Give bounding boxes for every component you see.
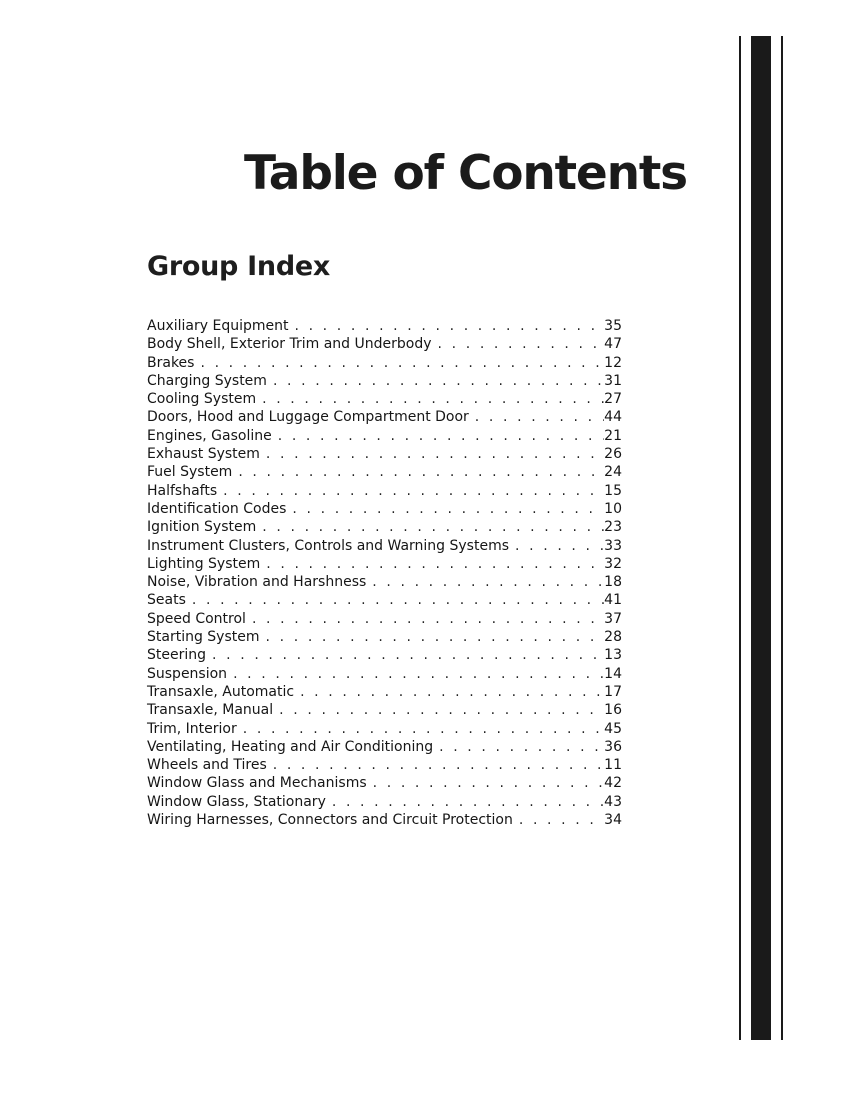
toc-page-number: 31: [604, 372, 622, 389]
toc-page-number: 43: [604, 793, 622, 810]
section-heading: Group Index: [147, 251, 330, 282]
toc-page-number: 28: [604, 629, 622, 646]
toc-page-number: 37: [604, 610, 622, 627]
toc-page-number: 32: [604, 555, 622, 572]
dot-leader: [292, 500, 604, 518]
toc-entry: [147, 482, 622, 500]
toc-entry: [147, 500, 622, 518]
dot-leader: [243, 720, 604, 738]
toc-page-number: 24: [604, 464, 622, 481]
dot-leader: [373, 774, 605, 792]
toc-topic: Trim, Interior: [147, 720, 237, 737]
toc-topic: Seats: [147, 592, 186, 609]
toc-page-number: 44: [604, 409, 622, 426]
toc-topic: Instrument Clusters, Controls and Warning Systems: [147, 537, 510, 554]
dot-leader: [278, 427, 604, 445]
toc-topic: Brakes: [147, 354, 195, 371]
toc-entry: [147, 774, 622, 792]
toc-topic: Identification Codes: [147, 500, 287, 517]
toc-topic: Ventilating, Heating and Air Conditioning: [147, 738, 434, 755]
edge-rule-thin-right: [781, 36, 783, 1040]
toc-page-number: 21: [604, 427, 622, 444]
toc-page-number: 36: [604, 738, 622, 755]
toc-page-number: 34: [604, 812, 622, 829]
toc-entry: [147, 683, 622, 701]
dot-leader: [300, 683, 604, 701]
dot-leader: [252, 610, 604, 628]
dot-leader: [262, 390, 604, 408]
toc-entry: [147, 665, 622, 683]
page-title: Table of Contents: [244, 146, 687, 201]
toc-page-number: 18: [604, 574, 622, 591]
toc-topic: Charging System: [147, 372, 267, 389]
toc-topic: Noise, Vibration and Harshness: [147, 574, 367, 591]
toc-page-number: 33: [604, 537, 622, 554]
edge-rule-thick: [751, 36, 771, 1040]
toc-topic: Suspension: [147, 665, 228, 682]
toc-topic: Transaxle, Automatic: [147, 683, 295, 700]
toc-entry: [147, 518, 622, 536]
toc-topic: Halfshafts: [147, 482, 218, 499]
dot-leader: [372, 573, 604, 591]
toc-entry: [147, 628, 622, 646]
toc-entry: [147, 335, 622, 353]
dot-leader: [266, 555, 604, 573]
toc-page-number: 16: [604, 702, 622, 719]
toc-page-number: 10: [604, 500, 622, 517]
toc-page-number: 35: [604, 318, 622, 334]
dot-leader: [273, 756, 604, 774]
toc-entry: [147, 354, 622, 372]
toc-entry: [147, 738, 622, 756]
dot-leader: [212, 646, 604, 664]
dot-leader: [273, 372, 604, 390]
toc-entry: [147, 390, 622, 408]
toc-entry: [147, 372, 622, 390]
toc-page-number: 42: [604, 775, 622, 792]
toc-entry: [147, 427, 622, 445]
toc-entry: [147, 793, 622, 811]
toc-page-number: 11: [604, 757, 622, 774]
toc-topic: Starting System: [147, 629, 260, 646]
toc-topic: Transaxle, Manual: [147, 702, 274, 719]
dot-leader: [223, 482, 604, 500]
dot-leader: [439, 738, 604, 756]
toc-page-number: 15: [604, 482, 622, 499]
toc-entry: [147, 537, 622, 555]
toc-entry: [147, 610, 622, 628]
dot-leader: [279, 701, 604, 719]
toc-entry: [147, 408, 622, 426]
toc-entry: [147, 811, 622, 829]
toc-entry: [147, 463, 622, 481]
toc-topic: Auxiliary Equipment: [147, 318, 289, 334]
toc-topic: Body Shell, Exterior Trim and Underbody: [147, 336, 432, 353]
dot-leader: [266, 628, 605, 646]
toc-topic: Wiring Harnesses, Connectors and Circuit Protection: [147, 812, 513, 829]
toc-topic: Window Glass, Stationary: [147, 793, 326, 810]
toc-entry: [147, 591, 622, 609]
toc-page-number: 14: [604, 665, 622, 682]
toc-page-number: 45: [604, 720, 622, 737]
toc-entry: [147, 445, 622, 463]
toc-topic: Steering: [147, 647, 207, 664]
toc-topic: Window Glass and Mechanisms: [147, 775, 367, 792]
toc-entry: [147, 555, 622, 573]
toc-topic: Engines, Gasoline: [147, 427, 272, 444]
toc-page-number: 12: [604, 354, 622, 371]
dot-leader: [294, 317, 604, 335]
dot-leader: [475, 408, 604, 426]
dot-leader: [200, 354, 604, 372]
dot-leader: [332, 793, 604, 811]
dot-leader: [192, 591, 604, 609]
toc-page-number: 23: [604, 519, 622, 536]
toc-page-number: 17: [604, 683, 622, 700]
toc-topic: Exhaust System: [147, 446, 260, 463]
toc-topic: Lighting System: [147, 555, 261, 572]
toc-topic: Speed Control: [147, 610, 246, 627]
toc-page-number: 26: [604, 446, 622, 463]
toc-list: [147, 317, 622, 829]
toc-entry: [147, 701, 622, 719]
toc-topic: Doors, Hood and Luggage Compartment Door: [147, 409, 469, 426]
dot-leader: [262, 518, 604, 536]
toc-topic: Fuel System: [147, 464, 233, 481]
dot-leader: [238, 463, 604, 481]
edge-rule-thin-left: [739, 36, 741, 1040]
dot-leader: [438, 335, 605, 353]
toc-entry: [147, 573, 622, 591]
toc-entry: [147, 756, 622, 774]
toc-page-number: 13: [604, 647, 622, 664]
toc-page-number: 41: [604, 592, 622, 609]
dot-leader: [515, 537, 604, 555]
toc-page-number: 27: [604, 391, 622, 408]
dot-leader: [519, 811, 604, 829]
toc-entry: [147, 720, 622, 738]
dot-leader: [266, 445, 604, 463]
toc-entry: [147, 317, 622, 335]
toc-topic: Wheels and Tires: [147, 757, 267, 774]
toc-entry: [147, 646, 622, 664]
toc-topic: Cooling System: [147, 391, 257, 408]
toc-page-number: 47: [604, 336, 622, 353]
dot-leader: [233, 665, 604, 683]
toc-topic: Ignition System: [147, 519, 257, 536]
